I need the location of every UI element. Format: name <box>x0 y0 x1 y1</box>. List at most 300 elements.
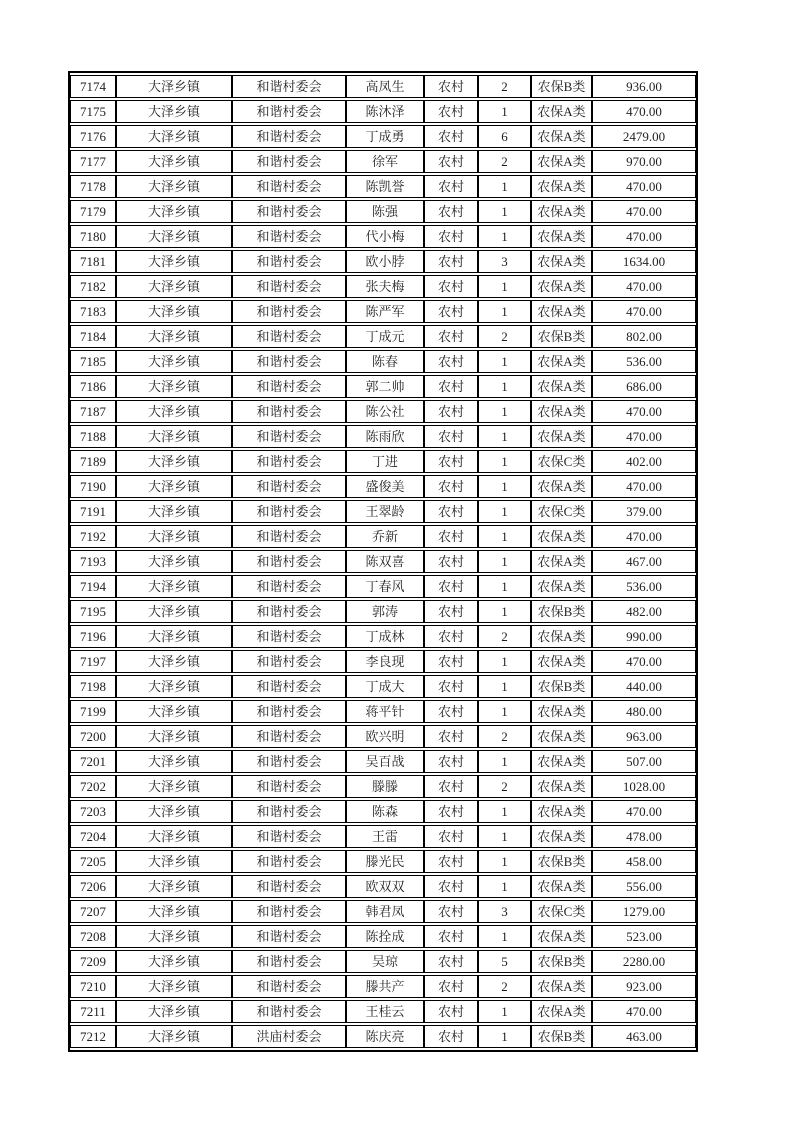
cell-person-count: 1 <box>478 675 531 698</box>
cell-person-name: 张夫梅 <box>346 275 424 298</box>
cell-village-committee: 和谐村委会 <box>232 300 346 323</box>
table-row <box>70 500 696 523</box>
cell-household-category: 农村 <box>424 800 478 823</box>
cell-village-committee: 和谐村委会 <box>232 975 346 998</box>
cell-amount: 686.00 <box>592 375 696 398</box>
cell-village-committee: 和谐村委会 <box>232 150 346 173</box>
cell-town: 大泽乡镇 <box>116 675 232 698</box>
cell-person-name: 陈沐泽 <box>346 100 424 123</box>
cell-household-category: 农村 <box>424 700 478 723</box>
cell-person-count: 5 <box>478 950 531 973</box>
cell-household-category: 农村 <box>424 625 478 648</box>
cell-town: 大泽乡镇 <box>116 150 232 173</box>
table-row <box>70 325 696 348</box>
cell-insurance-type: 农保A类 <box>531 125 592 148</box>
cell-village-committee: 和谐村委会 <box>232 825 346 848</box>
cell-town: 大泽乡镇 <box>116 400 232 423</box>
cell-village-committee: 和谐村委会 <box>232 425 346 448</box>
insurance-payment-table <box>68 71 698 1052</box>
cell-amount: 478.00 <box>592 825 696 848</box>
cell-village-committee: 和谐村委会 <box>232 625 346 648</box>
cell-person-name: 陈春 <box>346 350 424 373</box>
cell-amount: 470.00 <box>592 650 696 673</box>
table-row <box>70 750 696 773</box>
cell-town: 大泽乡镇 <box>116 200 232 223</box>
cell-town: 大泽乡镇 <box>116 600 232 623</box>
cell-town: 大泽乡镇 <box>116 850 232 873</box>
table-row <box>70 200 696 223</box>
cell-serial-number: 7176 <box>70 125 116 148</box>
cell-insurance-type: 农保B类 <box>531 325 592 348</box>
cell-insurance-type: 农保A类 <box>531 925 592 948</box>
cell-amount: 470.00 <box>592 225 696 248</box>
cell-town: 大泽乡镇 <box>116 725 232 748</box>
table-row <box>70 350 696 373</box>
table-row <box>70 950 696 973</box>
table-row <box>70 925 696 948</box>
cell-insurance-type: 农保A类 <box>531 1000 592 1023</box>
table-row <box>70 975 696 998</box>
cell-person-count: 1 <box>478 875 531 898</box>
cell-household-category: 农村 <box>424 775 478 798</box>
cell-village-committee: 和谐村委会 <box>232 525 346 548</box>
cell-serial-number: 7186 <box>70 375 116 398</box>
table-row <box>70 850 696 873</box>
cell-town: 大泽乡镇 <box>116 325 232 348</box>
cell-village-committee: 和谐村委会 <box>232 950 346 973</box>
cell-village-committee: 和谐村委会 <box>232 925 346 948</box>
cell-insurance-type: 农保A类 <box>531 150 592 173</box>
cell-amount: 470.00 <box>592 800 696 823</box>
cell-insurance-type: 农保A类 <box>531 575 592 598</box>
cell-household-category: 农村 <box>424 125 478 148</box>
cell-amount: 470.00 <box>592 1000 696 1023</box>
cell-amount: 458.00 <box>592 850 696 873</box>
cell-town: 大泽乡镇 <box>116 650 232 673</box>
cell-person-name: 韩君凤 <box>346 900 424 923</box>
cell-village-committee: 和谐村委会 <box>232 725 346 748</box>
cell-person-count: 1 <box>478 500 531 523</box>
cell-person-name: 滕滕 <box>346 775 424 798</box>
cell-serial-number: 7206 <box>70 875 116 898</box>
cell-amount: 536.00 <box>592 575 696 598</box>
cell-amount: 2479.00 <box>592 125 696 148</box>
cell-household-category: 农村 <box>424 500 478 523</box>
cell-person-name: 李良现 <box>346 650 424 673</box>
table-row <box>70 450 696 473</box>
cell-serial-number: 7188 <box>70 425 116 448</box>
cell-town: 大泽乡镇 <box>116 225 232 248</box>
cell-person-count: 2 <box>478 150 531 173</box>
cell-town: 大泽乡镇 <box>116 575 232 598</box>
table-row <box>70 900 696 923</box>
cell-village-committee: 和谐村委会 <box>232 875 346 898</box>
table-row <box>70 625 696 648</box>
cell-serial-number: 7184 <box>70 325 116 348</box>
cell-serial-number: 7182 <box>70 275 116 298</box>
cell-person-name: 郭二帅 <box>346 375 424 398</box>
cell-village-committee: 和谐村委会 <box>232 375 346 398</box>
cell-village-committee: 和谐村委会 <box>232 75 346 98</box>
cell-household-category: 农村 <box>424 575 478 598</box>
cell-person-count: 1 <box>478 800 531 823</box>
table-row <box>70 100 696 123</box>
cell-person-name: 丁春风 <box>346 575 424 598</box>
cell-village-committee: 和谐村委会 <box>232 175 346 198</box>
cell-village-committee: 和谐村委会 <box>232 675 346 698</box>
cell-town: 大泽乡镇 <box>116 100 232 123</box>
cell-household-category: 农村 <box>424 925 478 948</box>
cell-serial-number: 7183 <box>70 300 116 323</box>
cell-amount: 1279.00 <box>592 900 696 923</box>
cell-household-category: 农村 <box>424 550 478 573</box>
cell-serial-number: 7204 <box>70 825 116 848</box>
table-row <box>70 675 696 698</box>
cell-village-committee: 和谐村委会 <box>232 350 346 373</box>
cell-person-count: 1 <box>478 100 531 123</box>
cell-insurance-type: 农保A类 <box>531 800 592 823</box>
cell-town: 大泽乡镇 <box>116 275 232 298</box>
cell-household-category: 农村 <box>424 250 478 273</box>
cell-person-count: 1 <box>478 200 531 223</box>
cell-person-name: 陈凯誉 <box>346 175 424 198</box>
cell-amount: 463.00 <box>592 1025 696 1048</box>
table-row <box>70 175 696 198</box>
cell-household-category: 农村 <box>424 675 478 698</box>
table-row <box>70 1000 696 1023</box>
cell-person-count: 1 <box>478 525 531 548</box>
cell-serial-number: 7209 <box>70 950 116 973</box>
cell-town: 大泽乡镇 <box>116 375 232 398</box>
cell-household-category: 农村 <box>424 300 478 323</box>
cell-person-name: 丁成勇 <box>346 125 424 148</box>
cell-amount: 440.00 <box>592 675 696 698</box>
cell-serial-number: 7203 <box>70 800 116 823</box>
cell-person-name: 陈雨欣 <box>346 425 424 448</box>
cell-person-count: 3 <box>478 250 531 273</box>
table-row <box>70 1025 696 1048</box>
cell-serial-number: 7205 <box>70 850 116 873</box>
cell-town: 大泽乡镇 <box>116 900 232 923</box>
cell-serial-number: 7208 <box>70 925 116 948</box>
cell-town: 大泽乡镇 <box>116 300 232 323</box>
cell-insurance-type: 农保A类 <box>531 400 592 423</box>
cell-serial-number: 7187 <box>70 400 116 423</box>
cell-household-category: 农村 <box>424 450 478 473</box>
cell-person-name: 欧兴明 <box>346 725 424 748</box>
cell-amount: 2280.00 <box>592 950 696 973</box>
cell-insurance-type: 农保A类 <box>531 200 592 223</box>
cell-amount: 936.00 <box>592 75 696 98</box>
cell-amount: 523.00 <box>592 925 696 948</box>
cell-person-name: 王桂云 <box>346 1000 424 1023</box>
cell-village-committee: 和谐村委会 <box>232 775 346 798</box>
cell-household-category: 农村 <box>424 375 478 398</box>
cell-town: 大泽乡镇 <box>116 500 232 523</box>
cell-serial-number: 7178 <box>70 175 116 198</box>
cell-household-category: 农村 <box>424 75 478 98</box>
cell-person-count: 1 <box>478 825 531 848</box>
cell-serial-number: 7210 <box>70 975 116 998</box>
cell-person-count: 1 <box>478 575 531 598</box>
cell-insurance-type: 农保A类 <box>531 875 592 898</box>
cell-amount: 402.00 <box>592 450 696 473</box>
cell-insurance-type: 农保C类 <box>531 450 592 473</box>
cell-household-category: 农村 <box>424 475 478 498</box>
cell-household-category: 农村 <box>424 225 478 248</box>
cell-amount: 970.00 <box>592 150 696 173</box>
cell-insurance-type: 农保A类 <box>531 100 592 123</box>
cell-serial-number: 7189 <box>70 450 116 473</box>
cell-insurance-type: 农保A类 <box>531 550 592 573</box>
cell-amount: 556.00 <box>592 875 696 898</box>
cell-village-committee: 和谐村委会 <box>232 575 346 598</box>
cell-household-category: 农村 <box>424 200 478 223</box>
cell-household-category: 农村 <box>424 600 478 623</box>
cell-town: 大泽乡镇 <box>116 825 232 848</box>
table-row <box>70 375 696 398</box>
cell-person-count: 1 <box>478 425 531 448</box>
cell-town: 大泽乡镇 <box>116 125 232 148</box>
cell-town: 大泽乡镇 <box>116 700 232 723</box>
cell-village-committee: 和谐村委会 <box>232 475 346 498</box>
cell-insurance-type: 农保B类 <box>531 75 592 98</box>
cell-town: 大泽乡镇 <box>116 750 232 773</box>
cell-amount: 379.00 <box>592 500 696 523</box>
cell-town: 大泽乡镇 <box>116 625 232 648</box>
cell-person-name: 欧小脖 <box>346 250 424 273</box>
cell-serial-number: 7180 <box>70 225 116 248</box>
cell-household-category: 农村 <box>424 275 478 298</box>
cell-village-committee: 和谐村委会 <box>232 125 346 148</box>
cell-serial-number: 7202 <box>70 775 116 798</box>
cell-insurance-type: 农保A类 <box>531 275 592 298</box>
cell-amount: 470.00 <box>592 425 696 448</box>
table-row <box>70 650 696 673</box>
cell-insurance-type: 农保C类 <box>531 900 592 923</box>
cell-person-count: 1 <box>478 175 531 198</box>
cell-serial-number: 7192 <box>70 525 116 548</box>
cell-person-count: 6 <box>478 125 531 148</box>
table-row <box>70 550 696 573</box>
cell-insurance-type: 农保A类 <box>531 300 592 323</box>
cell-person-name: 滕光民 <box>346 850 424 873</box>
cell-person-name: 欧双双 <box>346 875 424 898</box>
table-row <box>70 425 696 448</box>
cell-amount: 470.00 <box>592 300 696 323</box>
cell-person-count: 1 <box>478 400 531 423</box>
cell-household-category: 农村 <box>424 900 478 923</box>
cell-village-committee: 和谐村委会 <box>232 325 346 348</box>
cell-person-name: 徐军 <box>346 150 424 173</box>
cell-amount: 480.00 <box>592 700 696 723</box>
cell-serial-number: 7198 <box>70 675 116 698</box>
cell-town: 大泽乡镇 <box>116 250 232 273</box>
cell-town: 大泽乡镇 <box>116 550 232 573</box>
cell-person-name: 滕共产 <box>346 975 424 998</box>
cell-insurance-type: 农保B类 <box>531 675 592 698</box>
cell-person-count: 2 <box>478 325 531 348</box>
cell-town: 大泽乡镇 <box>116 475 232 498</box>
cell-person-name: 丁成林 <box>346 625 424 648</box>
cell-person-count: 2 <box>478 725 531 748</box>
cell-person-name: 陈强 <box>346 200 424 223</box>
cell-amount: 990.00 <box>592 625 696 648</box>
cell-village-committee: 和谐村委会 <box>232 650 346 673</box>
cell-village-committee: 和谐村委会 <box>232 800 346 823</box>
cell-person-count: 1 <box>478 475 531 498</box>
cell-household-category: 农村 <box>424 350 478 373</box>
table-row <box>70 400 696 423</box>
cell-village-committee: 和谐村委会 <box>232 275 346 298</box>
cell-household-category: 农村 <box>424 825 478 848</box>
cell-household-category: 农村 <box>424 975 478 998</box>
cell-insurance-type: 农保A类 <box>531 375 592 398</box>
cell-village-committee: 和谐村委会 <box>232 450 346 473</box>
cell-person-count: 1 <box>478 375 531 398</box>
cell-person-name: 吴百战 <box>346 750 424 773</box>
table-row <box>70 125 696 148</box>
cell-household-category: 农村 <box>424 150 478 173</box>
cell-person-name: 陈双喜 <box>346 550 424 573</box>
cell-person-name: 王翠龄 <box>346 500 424 523</box>
cell-amount: 1634.00 <box>592 250 696 273</box>
cell-village-committee: 和谐村委会 <box>232 400 346 423</box>
table-row <box>70 875 696 898</box>
cell-person-count: 2 <box>478 775 531 798</box>
cell-person-name: 蒋平针 <box>346 700 424 723</box>
cell-insurance-type: 农保A类 <box>531 700 592 723</box>
cell-serial-number: 7175 <box>70 100 116 123</box>
cell-serial-number: 7185 <box>70 350 116 373</box>
cell-person-name: 陈庆亮 <box>346 1025 424 1048</box>
cell-town: 大泽乡镇 <box>116 925 232 948</box>
cell-person-count: 1 <box>478 850 531 873</box>
cell-village-committee: 和谐村委会 <box>232 250 346 273</box>
cell-village-committee: 和谐村委会 <box>232 850 346 873</box>
cell-person-count: 1 <box>478 750 531 773</box>
cell-insurance-type: 农保B类 <box>531 950 592 973</box>
cell-serial-number: 7193 <box>70 550 116 573</box>
cell-person-name: 王雷 <box>346 825 424 848</box>
cell-amount: 802.00 <box>592 325 696 348</box>
cell-village-committee: 和谐村委会 <box>232 200 346 223</box>
table-row <box>70 700 696 723</box>
cell-town: 大泽乡镇 <box>116 175 232 198</box>
cell-person-name: 丁进 <box>346 450 424 473</box>
cell-person-count: 2 <box>478 975 531 998</box>
cell-town: 大泽乡镇 <box>116 1000 232 1023</box>
cell-amount: 470.00 <box>592 200 696 223</box>
cell-serial-number: 7195 <box>70 600 116 623</box>
cell-amount: 536.00 <box>592 350 696 373</box>
cell-person-count: 1 <box>478 925 531 948</box>
cell-town: 大泽乡镇 <box>116 450 232 473</box>
cell-person-count: 1 <box>478 275 531 298</box>
cell-village-committee: 和谐村委会 <box>232 750 346 773</box>
cell-amount: 470.00 <box>592 275 696 298</box>
cell-insurance-type: 农保A类 <box>531 725 592 748</box>
cell-insurance-type: 农保B类 <box>531 600 592 623</box>
cell-person-name: 丁成元 <box>346 325 424 348</box>
cell-insurance-type: 农保A类 <box>531 475 592 498</box>
cell-serial-number: 7174 <box>70 75 116 98</box>
cell-person-name: 乔新 <box>346 525 424 548</box>
table-row <box>70 150 696 173</box>
table-row <box>70 300 696 323</box>
cell-person-count: 1 <box>478 300 531 323</box>
table-row <box>70 800 696 823</box>
cell-person-name: 盛俊美 <box>346 475 424 498</box>
cell-person-name: 丁成大 <box>346 675 424 698</box>
cell-person-name: 陈森 <box>346 800 424 823</box>
cell-person-name: 陈公社 <box>346 400 424 423</box>
cell-serial-number: 7201 <box>70 750 116 773</box>
table-row <box>70 725 696 748</box>
cell-person-count: 1 <box>478 600 531 623</box>
cell-insurance-type: 农保A类 <box>531 650 592 673</box>
cell-town: 大泽乡镇 <box>116 425 232 448</box>
cell-household-category: 农村 <box>424 650 478 673</box>
cell-village-committee: 和谐村委会 <box>232 100 346 123</box>
cell-amount: 507.00 <box>592 750 696 773</box>
cell-insurance-type: 农保A类 <box>531 825 592 848</box>
cell-insurance-type: 农保A类 <box>531 775 592 798</box>
cell-amount: 470.00 <box>592 400 696 423</box>
table-row <box>70 600 696 623</box>
cell-serial-number: 7197 <box>70 650 116 673</box>
cell-town: 大泽乡镇 <box>116 800 232 823</box>
cell-household-category: 农村 <box>424 1000 478 1023</box>
cell-town: 大泽乡镇 <box>116 525 232 548</box>
cell-person-count: 1 <box>478 450 531 473</box>
cell-person-name: 陈拴成 <box>346 925 424 948</box>
cell-insurance-type: 农保A类 <box>531 750 592 773</box>
cell-person-count: 2 <box>478 625 531 648</box>
cell-insurance-type: 农保B类 <box>531 1025 592 1048</box>
cell-person-count: 2 <box>478 75 531 98</box>
cell-insurance-type: 农保A类 <box>531 625 592 648</box>
cell-insurance-type: 农保B类 <box>531 850 592 873</box>
cell-household-category: 农村 <box>424 425 478 448</box>
cell-household-category: 农村 <box>424 100 478 123</box>
cell-amount: 482.00 <box>592 600 696 623</box>
cell-town: 大泽乡镇 <box>116 1025 232 1048</box>
cell-amount: 470.00 <box>592 175 696 198</box>
cell-person-count: 1 <box>478 1025 531 1048</box>
cell-amount: 467.00 <box>592 550 696 573</box>
cell-household-category: 农村 <box>424 875 478 898</box>
cell-serial-number: 7200 <box>70 725 116 748</box>
cell-village-committee: 和谐村委会 <box>232 550 346 573</box>
cell-serial-number: 7199 <box>70 700 116 723</box>
cell-serial-number: 7177 <box>70 150 116 173</box>
cell-household-category: 农村 <box>424 325 478 348</box>
table-body <box>70 75 696 1048</box>
cell-insurance-type: 农保A类 <box>531 250 592 273</box>
cell-household-category: 农村 <box>424 175 478 198</box>
cell-village-committee: 洪庙村委会 <box>232 1025 346 1048</box>
cell-serial-number: 7190 <box>70 475 116 498</box>
table-row <box>70 825 696 848</box>
cell-amount: 470.00 <box>592 475 696 498</box>
cell-insurance-type: 农保A类 <box>531 425 592 448</box>
cell-town: 大泽乡镇 <box>116 950 232 973</box>
cell-insurance-type: 农保A类 <box>531 225 592 248</box>
cell-person-count: 1 <box>478 1000 531 1023</box>
cell-town: 大泽乡镇 <box>116 75 232 98</box>
cell-amount: 963.00 <box>592 725 696 748</box>
